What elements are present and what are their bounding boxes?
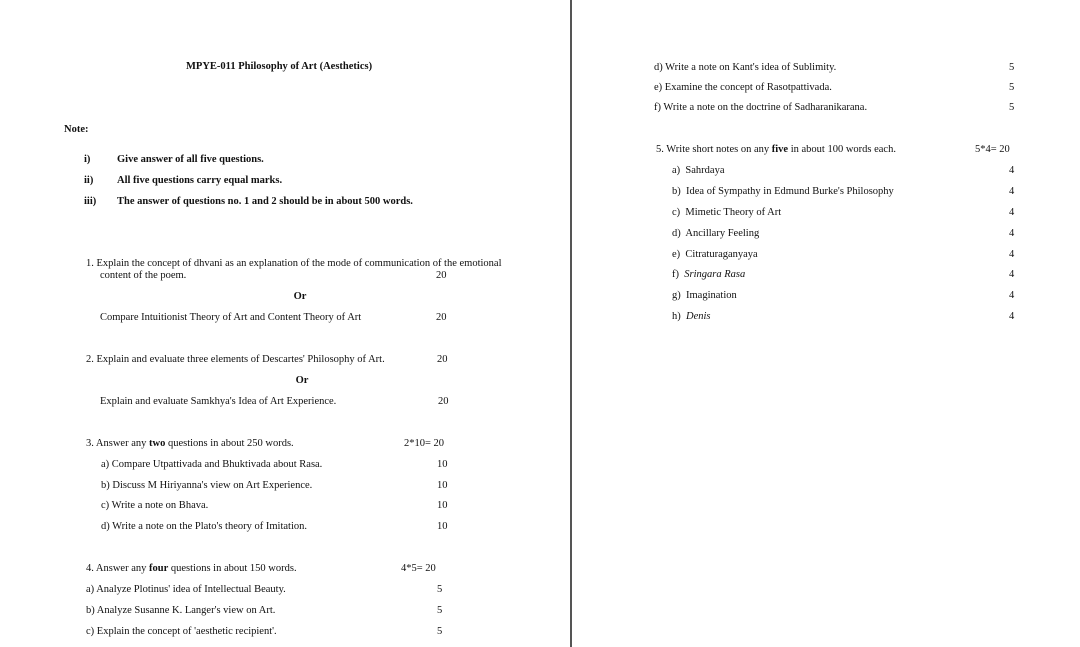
note-number: i)	[84, 154, 91, 165]
question-3-item-marks: 10	[437, 480, 448, 491]
question-5-item-marks: 4	[1009, 290, 1015, 301]
question-2-marks: 20	[437, 354, 448, 365]
question-5-item: c) Mimetic Theory of Art	[672, 207, 782, 218]
or-separator: Or	[293, 291, 307, 302]
question-5-item-marks: 4	[1009, 228, 1015, 239]
question-4-item-marks: 5	[437, 605, 443, 616]
question-4: 4. Answer any four questions in about 150 words.	[86, 563, 297, 574]
question-5-item: h) Denis	[672, 311, 711, 322]
question-4-item-marks: 5	[437, 626, 443, 637]
question-5-item-marks: 4	[1009, 249, 1015, 260]
question-3-marks: 2*10= 20	[404, 438, 445, 449]
question-5-item-marks: 4	[1009, 311, 1015, 322]
question-2-alternative: Explain and evaluate Samkhya's Idea of Art Experience.	[100, 396, 337, 407]
question-3-item: a) Compare Utpattivada and Bhuktivada about Rasa.	[101, 459, 323, 470]
right-page	[572, 0, 1080, 647]
paper-title: MPYE-011 Philosophy of Art (Aesthetics)	[186, 61, 373, 72]
question-1-line1: 1. Explain the concept of dhvani as an explanation of the mode of communication of the emotional	[86, 258, 502, 269]
question-5-item-marks: 4	[1009, 165, 1015, 176]
question-5-item: b) Idea of Sympathy in Edmund Burke's Philosophy	[672, 186, 894, 197]
question-4-item-marks: 5	[1009, 82, 1015, 93]
note-label: Note:	[64, 124, 89, 135]
question-1-marks: 20	[436, 270, 447, 281]
question-2: 2. Explain and evaluate three elements of Descartes' Philosophy of Art.	[86, 354, 385, 365]
note-number: ii)	[84, 175, 94, 186]
question-3-item: d) Write a note on the Plato's theory of Imitation.	[101, 521, 307, 532]
question-4-item: c) Explain the concept of 'aesthetic recipient'.	[86, 626, 277, 637]
question-4-item-marks: 5	[1009, 62, 1015, 73]
question-1-alt-marks: 20	[436, 312, 447, 323]
question-5-item: d) Ancillary Feeling	[672, 228, 760, 239]
note-number: iii)	[84, 196, 97, 207]
question-5-item-marks: 4	[1009, 269, 1015, 280]
note-text: Give answer of all five questions.	[117, 154, 264, 165]
question-1-alternative: Compare Intuitionist Theory of Art and Content Theory of Art	[100, 312, 362, 323]
question-5-item-marks: 4	[1009, 186, 1015, 197]
question-5-item-marks: 4	[1009, 207, 1015, 218]
question-4-item: e) Examine the concept of Rasotpattivada.	[654, 82, 832, 93]
question-4-item: f) Write a note on the doctrine of Sadharanikarana.	[654, 102, 868, 113]
question-4-item-marks: 5	[1009, 102, 1015, 113]
question-5-item: a) Sahrdaya	[672, 165, 725, 176]
question-3-item-marks: 10	[437, 500, 448, 511]
question-4-item: a) Analyze Plotinus' idea of Intellectual Beauty.	[86, 584, 286, 595]
question-3-item-marks: 10	[437, 459, 448, 470]
question-2-alt-marks: 20	[438, 396, 449, 407]
note-text: The answer of questions no. 1 and 2 should be in about 500 words.	[117, 196, 413, 207]
question-3-item: b) Discuss M Hiriyanna's view on Art Experience.	[101, 480, 313, 491]
note-text: All five questions carry equal marks.	[117, 175, 283, 186]
question-4-marks: 4*5= 20	[401, 563, 436, 574]
question-5-item: f) Sringara Rasa	[672, 269, 746, 280]
question-5-item: g) Imagination	[672, 290, 737, 301]
question-1-line2: content of the poem.	[100, 270, 187, 281]
question-3-item-marks: 10	[437, 521, 448, 532]
question-4-item: d) Write a note on Kant's idea of Sublimity.	[654, 62, 837, 73]
question-3-item: c) Write a note on Bhava.	[101, 500, 209, 511]
question-4-item-marks: 5	[437, 584, 443, 595]
or-separator: Or	[295, 375, 309, 386]
question-5: 5. Write short notes on any five in about 100 words each.	[656, 144, 896, 155]
question-4-item: b) Analyze Susanne K. Langer's view on Art.	[86, 605, 276, 616]
question-5-marks: 5*4= 20	[975, 144, 1010, 155]
question-5-item: e) Citraturaganyaya	[672, 249, 758, 260]
question-3: 3. Answer any two questions in about 250 words.	[86, 438, 294, 449]
